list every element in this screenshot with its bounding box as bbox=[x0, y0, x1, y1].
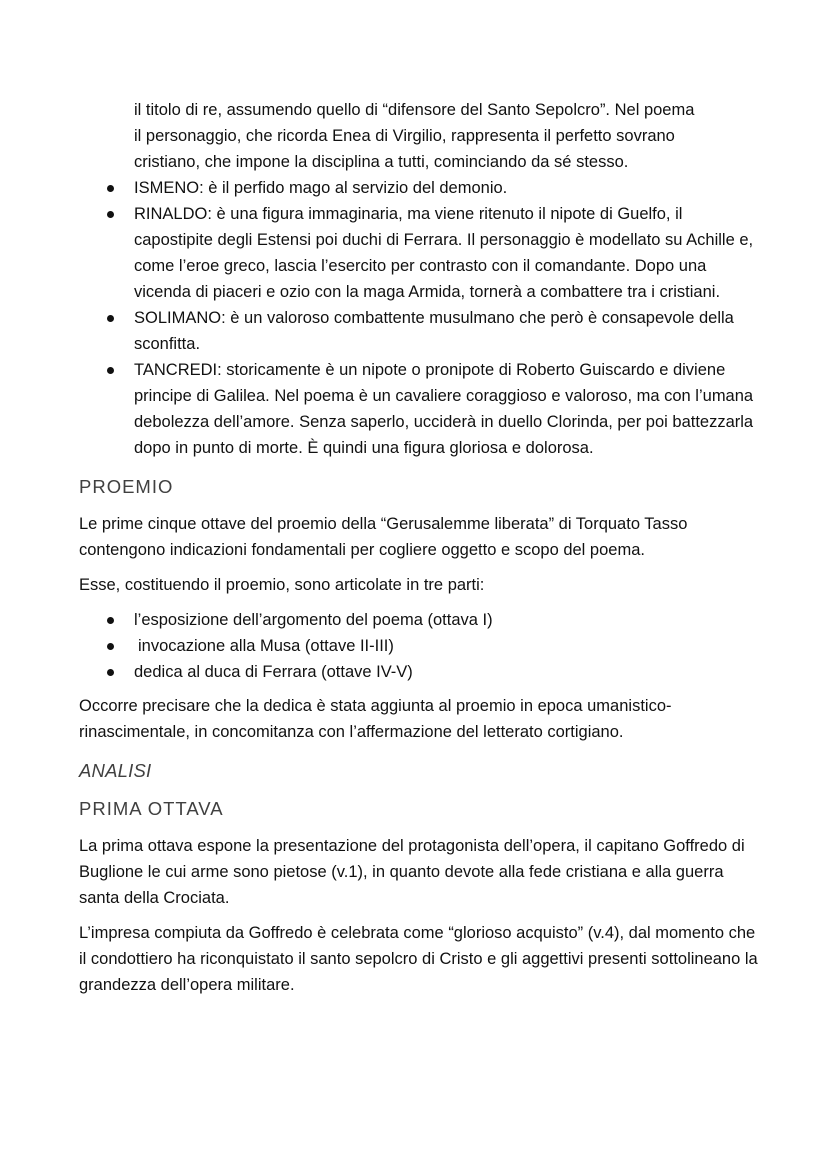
bullet-icon bbox=[107, 185, 114, 192]
section-heading-analisi: ANALISI bbox=[79, 760, 152, 781]
proemio-paragraph-3: Occorre precisare che la dedica è stata aggiunta al proemio in epoca umanistico-rinascimentale, in concomitanza con l’affermazione del letterato cortigiano. bbox=[79, 697, 672, 741]
bullet-icon bbox=[107, 211, 114, 218]
list-item-text: SOLIMANO: è un valoroso combattente musulmano che però è consapevole della sconfitta. bbox=[134, 309, 734, 353]
bullet-icon bbox=[107, 617, 114, 624]
document-body bbox=[79, 97, 759, 1007]
list-item bbox=[79, 357, 759, 461]
continued-line-3: cristiano, che impone la disciplina a tutti, cominciando da sé stesso. bbox=[134, 153, 629, 171]
section-heading-prima-ottava: PRIMA OTTAVA bbox=[79, 798, 224, 819]
characters-list bbox=[79, 175, 759, 461]
prima-ottava-paragraph-2: L’impresa compiuta da Goffredo è celebrata come “glorioso acquisto” (v.4), dal momento che il condottiero ha riconquistato il santo sepolcro di Cristo e gli aggettivi presenti sottolineano la grandezza dell’opera militare. bbox=[79, 924, 758, 994]
list-item-text: l’esposizione dell’argomento del poema (ottava I) bbox=[134, 611, 493, 629]
bullet-icon bbox=[107, 315, 114, 322]
continued-line-1: il titolo di re, assumendo quello di “difensore del Santo Sepolcro”. Nel poema bbox=[134, 101, 695, 119]
list-item bbox=[79, 175, 759, 201]
prima-ottava-paragraph-1: La prima ottava espone la presentazione del protagonista dell’opera, il capitano Goffredo di Buglione le cui arme sono pietose (v.1), in quanto devote alla fede cristiana e alla guerra santa della Crociata. bbox=[79, 837, 745, 907]
list-item bbox=[79, 633, 759, 659]
continued-line-2: il personaggio, che ricorda Enea di Virgilio, rappresenta il perfetto sovrano bbox=[134, 127, 675, 145]
list-item bbox=[79, 305, 759, 357]
list-item-text: RINALDO: è una figura immaginaria, ma viene ritenuto il nipote di Guelfo, il capostipite degli Estensi poi duchi di Ferrara. Il personaggio è modellato su Achille e, come l’eroe greco, lascia l’esercito per contrasto con il comandante. Dopo una vicenda di piaceri e ozio con la maga Armida, tornerà a combattere tra i cristiani. bbox=[134, 205, 754, 301]
proemio-paragraph-1: Le prime cinque ottave del proemio della “Gerusalemme liberata” di Torquato Tasso contengono indicazioni fondamentali per cogliere oggetto e scopo del poema. bbox=[79, 515, 688, 559]
list-item-text: dedica al duca di Ferrara (ottave IV-V) bbox=[134, 663, 413, 681]
proemio-parts-list bbox=[79, 607, 759, 685]
bullet-icon bbox=[107, 367, 114, 374]
list-item-text: invocazione alla Musa (ottave II-III) bbox=[138, 637, 394, 655]
continued-paragraph bbox=[134, 97, 759, 175]
list-item bbox=[79, 607, 759, 633]
list-item-text: ISMENO: è il perfido mago al servizio del demonio. bbox=[134, 179, 508, 197]
section-heading-proemio: PROEMIO bbox=[79, 476, 174, 497]
list-item-text: TANCREDI: storicamente è un nipote o pronipote di Roberto Guiscardo e diviene principe di Galilea. Nel poema è un cavaliere coraggioso e valoroso, ma con l’umana debolezza dell’amore. Senza saperlo, ucciderà in duello Clorinda, per poi battezzarla dopo in punto di morte. È quindi una figura gloriosa e dolorosa. bbox=[134, 361, 754, 457]
proemio-paragraph-2: Esse, costituendo il proemio, sono articolate in tre parti: bbox=[79, 576, 485, 594]
bullet-icon bbox=[107, 643, 114, 650]
list-item bbox=[79, 659, 759, 685]
bullet-icon bbox=[107, 669, 114, 676]
list-item bbox=[79, 201, 759, 305]
